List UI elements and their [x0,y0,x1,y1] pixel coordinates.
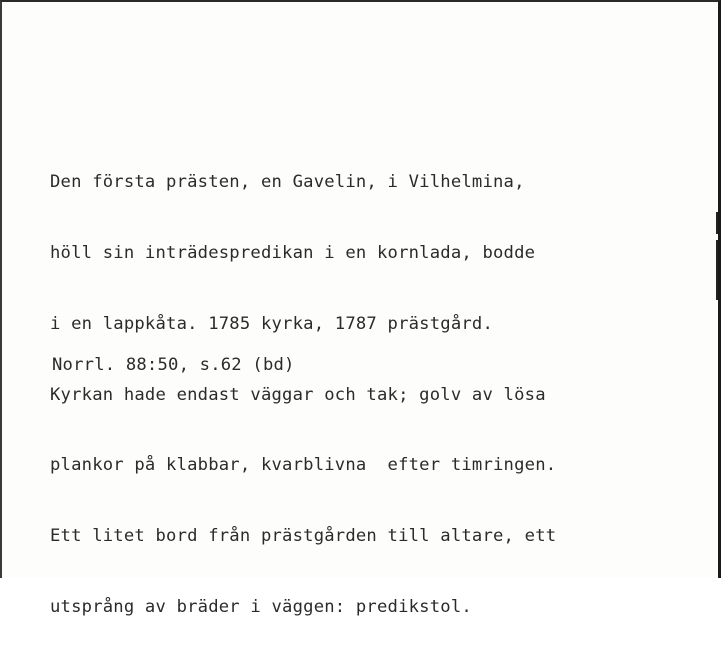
card-edge-mark [716,212,718,234]
card-text-line: Kyrkan hade endast väggar och tak; golv av lösa [50,384,546,405]
card-edge-mark [716,240,718,300]
card-text-line: Den första prästen, en Gavelin, i Vilhelmina, [50,172,525,193]
card-text [50,124,722,667]
card-text-line: utsprång av bräder i väggen: predikstol. [50,596,472,617]
card-text-line: Ett litet bord från prästgården till altare, ett [50,526,557,547]
card-text-line: plankor på klabbar, kvarblivna efter timringen. [50,455,557,476]
source-reference: Norrl. 88:50, s.62 (bd) [52,355,295,375]
card-text-line: höll sin inträdespredikan i en kornlada, bodde [50,242,536,263]
card-text-line: i en lappkåta. 1785 kyrka, 1787 prästgård. [50,313,494,334]
